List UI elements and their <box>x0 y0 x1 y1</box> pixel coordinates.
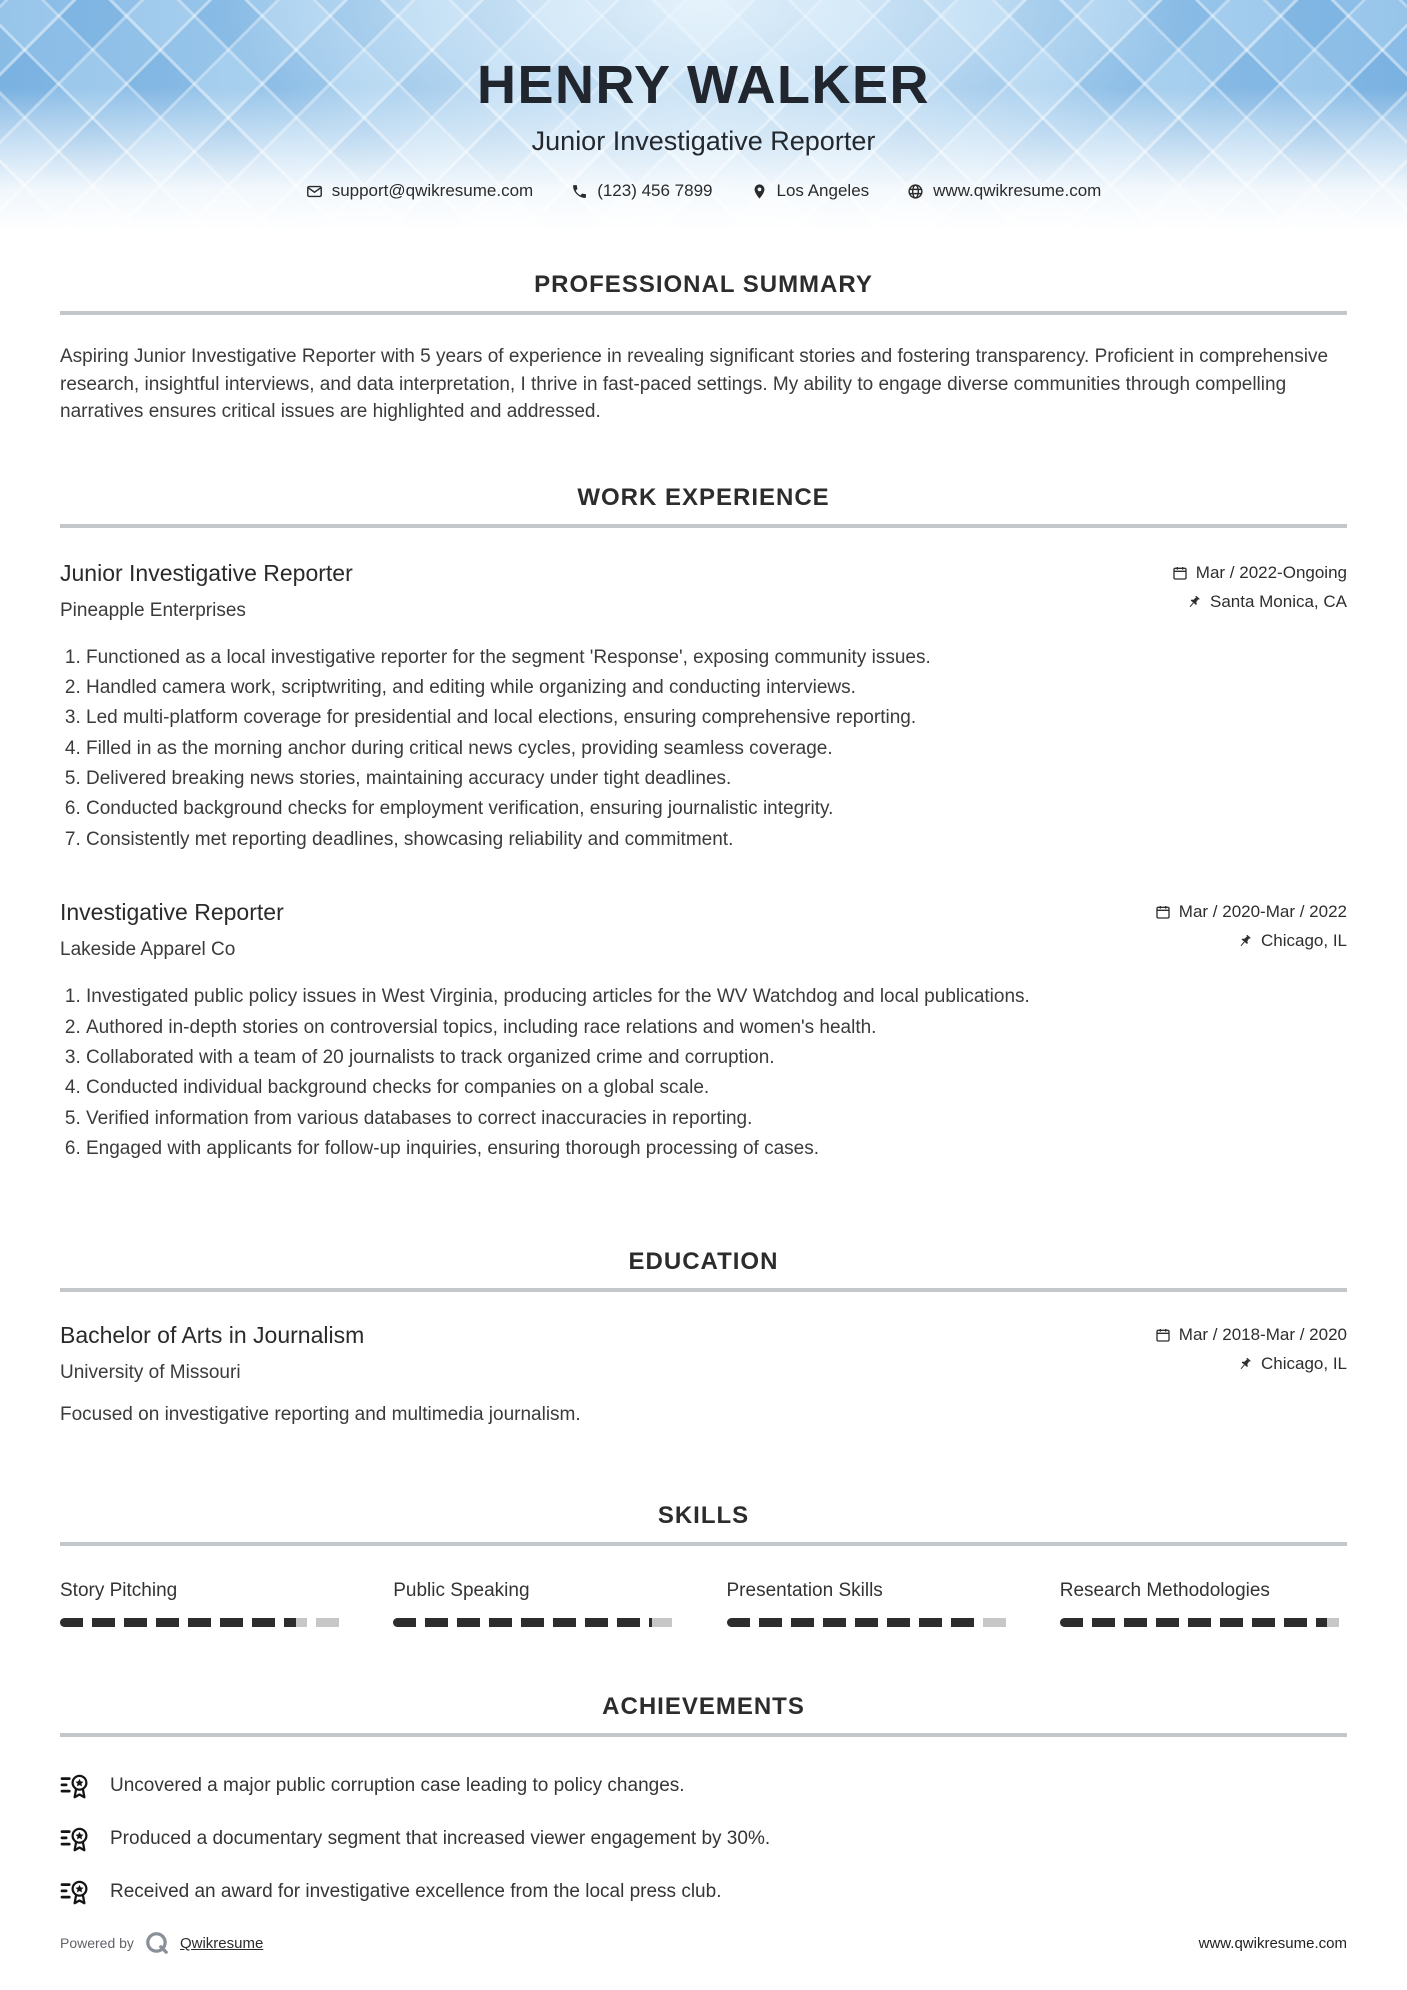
skill-bar-fill <box>1060 1618 1327 1627</box>
page-footer <box>0 1930 1407 1990</box>
job-bullet: 7. Consistently met reporting deadlines, showcasing reliability and commitment. <box>86 826 1347 853</box>
job-dates <box>1172 563 1347 583</box>
skill-item <box>1060 1580 1347 1627</box>
achievement-text: Uncovered a major public corruption case leading to policy changes. <box>110 1775 685 1797</box>
job-bullet-list <box>60 644 1347 854</box>
globe-icon <box>907 183 924 200</box>
achievements-heading: ACHIEVEMENTS <box>602 1693 805 1721</box>
education-note: Focused on investigative reporting and multimedia journalism. <box>60 1404 581 1426</box>
skill-item <box>60 1580 347 1627</box>
summary-heading: PROFESSIONAL SUMMARY <box>534 271 873 298</box>
job-bullet: 3. Led multi-platform coverage for presidential and local elections, ensuring comprehensive reporting. <box>86 704 1347 731</box>
skill-bar <box>727 1618 1014 1627</box>
job-entry <box>60 899 1347 1162</box>
contact-location-label: Los Angeles <box>776 181 870 200</box>
education-entry <box>60 1322 1347 1426</box>
education-meta <box>1155 1322 1347 1374</box>
qwikresume-brand-link[interactable]: Qwikresume <box>179 1934 264 1952</box>
education-header <box>60 1322 1347 1384</box>
job-bullet: 1. Investigated public policy issues in West Virginia, producing articles for the WV Watchdog and local publications. <box>86 983 1347 1010</box>
calendar-icon <box>1172 565 1188 581</box>
job-header <box>60 560 1347 622</box>
calendar-icon <box>1155 904 1171 920</box>
section-divider <box>60 524 1347 528</box>
powered-by-label: Powered by <box>60 1935 134 1952</box>
job-bullet: 2. Authored in-depth stories on controversial topics, including race relations and women's health. <box>86 1014 1347 1041</box>
candidate-name: HENRY WALKER <box>476 55 931 115</box>
candidate-title: Junior Investigative Reporter <box>531 126 876 156</box>
contact-row <box>60 181 1347 201</box>
education-location-label: Chicago, IL <box>1261 1354 1347 1374</box>
job-title: Investigative Reporter <box>60 899 284 926</box>
job-bullet: 1. Functioned as a local investigative reporter for the segment 'Response', exposing community issues. <box>86 644 1347 671</box>
award-icon <box>60 1877 90 1907</box>
section-divider <box>60 1288 1347 1292</box>
section-divider <box>60 311 1347 315</box>
skill-bar <box>393 1618 680 1627</box>
job-location <box>1237 931 1347 951</box>
section-skills <box>60 1502 1347 1627</box>
job-bullet: 3. Collaborated with a team of 20 journalists to track organized crime and corruption. <box>86 1044 1347 1071</box>
education-header-left <box>60 1322 364 1384</box>
section-achievements <box>60 1693 1347 1907</box>
education-heading: EDUCATION <box>628 1248 779 1276</box>
education-location <box>1237 1354 1347 1374</box>
job-header-left <box>60 899 284 961</box>
skill-name: Story Pitching <box>60 1580 178 1602</box>
job-dates-label: Mar / 2020-Mar / 2022 <box>1178 902 1347 922</box>
education-dates <box>1155 1325 1347 1345</box>
job-bullet: 5. Delivered breaking news stories, maintaining accuracy under tight deadlines. <box>86 765 1347 792</box>
achievements-list <box>60 1771 1347 1907</box>
skill-bar-fill <box>60 1618 296 1627</box>
calendar-icon <box>1155 1327 1171 1343</box>
powered-by <box>60 1930 263 1956</box>
job-location-label: Santa Monica, CA <box>1209 591 1347 611</box>
contact-location <box>751 181 870 201</box>
achievement-item <box>60 1771 1347 1801</box>
job-header-left <box>60 560 353 622</box>
job-title: Junior Investigative Reporter <box>60 559 353 586</box>
achievement-text: Produced a documentary segment that increased viewer engagement by 30%. <box>110 1828 771 1850</box>
footer-website-link[interactable]: www.qwikresume.com <box>1198 1934 1347 1952</box>
location-icon <box>751 183 768 200</box>
job-meta <box>1172 560 1347 612</box>
award-icon <box>60 1824 90 1854</box>
skill-bar <box>1060 1618 1347 1627</box>
skills-heading: SKILLS <box>657 1502 750 1530</box>
email-icon <box>306 183 323 200</box>
job-entry <box>60 560 1347 854</box>
achievement-item <box>60 1877 1347 1907</box>
job-bullet: 4. Conducted individual background checks for companies on a global scale. <box>86 1074 1347 1101</box>
achievement-item <box>60 1824 1347 1854</box>
job-location-label: Chicago, IL <box>1261 931 1347 951</box>
phone-icon <box>571 183 588 200</box>
skill-name: Presentation Skills <box>726 1580 883 1602</box>
contact-phone-label: (123) 456 7899 <box>597 181 713 200</box>
contact-email[interactable] <box>306 181 534 201</box>
job-bullet-list <box>60 983 1347 1162</box>
skill-name: Public Speaking <box>393 1580 530 1602</box>
pushpin-icon <box>1237 1356 1253 1372</box>
skill-item <box>393 1580 680 1627</box>
summary-text: Aspiring Junior Investigative Reporter with 5 years of experience in revealing significant stories and fostering transparency. Proficient in comprehensive research, insightful interviews, and data interpretation, I thrive in fast-paced settings. My ability to engage diverse communities through compelling narratives ensures critical issues are highlighted and addressed. <box>60 346 1329 423</box>
contact-website-label: www.qwikresume.com <box>933 181 1102 200</box>
job-location <box>1186 592 1347 612</box>
job-company: Pineapple Enterprises <box>60 599 246 621</box>
job-bullet: 4. Filled in as the morning anchor during critical news cycles, providing seamless coverage. <box>86 735 1347 762</box>
job-bullet: 5. Verified information from various databases to correct inaccuracies in reporting. <box>86 1105 1347 1132</box>
award-icon <box>60 1771 90 1801</box>
job-bullet: 6. Engaged with applicants for follow-up inquiries, ensuring thorough processing of cases. <box>86 1135 1347 1162</box>
skill-name: Research Methodologies <box>1059 1580 1270 1602</box>
contact-website[interactable] <box>907 181 1101 201</box>
section-summary <box>60 271 1347 426</box>
experience-heading: WORK EXPERIENCE <box>577 483 830 511</box>
section-divider <box>60 1542 1347 1546</box>
job-dates <box>1155 902 1347 922</box>
skill-item <box>727 1580 1014 1627</box>
job-company: Lakeside Apparel Co <box>60 939 236 961</box>
education-dates-label: Mar / 2018-Mar / 2020 <box>1178 1325 1347 1345</box>
qwikresume-logo <box>144 1930 170 1956</box>
contact-email-label: support@qwikresume.com <box>331 181 534 200</box>
degree-title: Bachelor of Arts in Journalism <box>60 1322 365 1349</box>
pushpin-icon <box>1186 594 1202 610</box>
skill-bar-fill <box>727 1618 980 1627</box>
job-bullet: 6. Conducted background checks for employment verification, ensuring journalistic integrity. <box>86 795 1347 822</box>
skills-grid <box>60 1580 1347 1627</box>
school-name: University of Missouri <box>60 1362 241 1384</box>
section-experience <box>60 484 1347 1163</box>
achievement-text: Received an award for investigative excellence from the local press club. <box>110 1881 722 1903</box>
section-education <box>60 1248 1347 1426</box>
section-divider <box>60 1733 1347 1737</box>
job-meta <box>1155 899 1347 951</box>
skill-bar <box>60 1618 347 1627</box>
contact-phone[interactable] <box>571 181 712 201</box>
resume-header <box>0 0 1407 231</box>
pushpin-icon <box>1237 933 1253 949</box>
resume-body <box>0 231 1407 1930</box>
job-header <box>60 899 1347 961</box>
job-dates-label: Mar / 2022-Ongoing <box>1195 562 1347 582</box>
job-bullet: 2. Handled camera work, scriptwriting, and editing while organizing and conducting interviews. <box>86 674 1347 701</box>
skill-bar-fill <box>393 1618 652 1627</box>
